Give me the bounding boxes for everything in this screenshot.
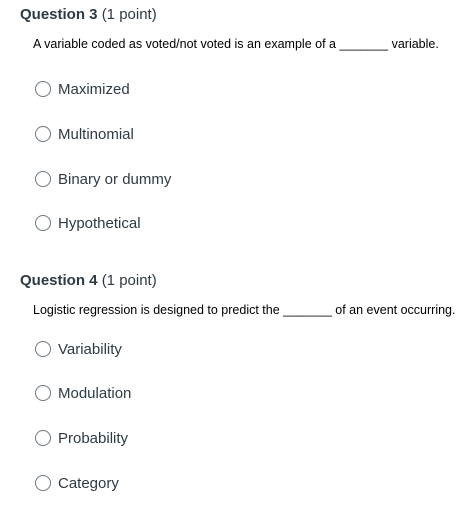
radio-button[interactable] xyxy=(35,341,51,357)
question-points: (1 point) xyxy=(101,6,157,23)
question-number: Question 4 xyxy=(20,272,98,289)
answer-label: Modulation xyxy=(58,384,132,402)
answer-option[interactable] xyxy=(35,211,141,235)
answer-option[interactable] xyxy=(35,337,122,361)
radio-button[interactable] xyxy=(35,430,51,446)
answer-label: Variability xyxy=(58,340,122,358)
answer-label: Multinomial xyxy=(58,125,134,143)
answer-label: Binary or dummy xyxy=(58,170,172,188)
answer-option[interactable] xyxy=(35,381,131,405)
question-points: (1 point) xyxy=(101,272,157,289)
radio-button[interactable] xyxy=(35,81,51,97)
answer-label: Hypothetical xyxy=(58,214,141,232)
answer-label: Probability xyxy=(58,429,129,447)
question-header xyxy=(20,272,157,290)
radio-button[interactable] xyxy=(35,385,51,401)
answer-option[interactable] xyxy=(35,426,128,450)
answer-label: Maximized xyxy=(58,80,130,98)
answer-label: Category xyxy=(58,474,119,492)
radio-button[interactable] xyxy=(35,171,51,187)
answer-option[interactable] xyxy=(35,77,130,101)
answer-option[interactable] xyxy=(35,471,119,495)
radio-button[interactable] xyxy=(35,215,51,231)
answer-option[interactable] xyxy=(35,122,134,146)
question-number: Question 3 xyxy=(20,6,98,23)
question-header xyxy=(20,6,157,24)
radio-button[interactable] xyxy=(35,126,51,142)
question-text: A variable coded as voted/not voted is an example of a _______ variable. xyxy=(33,37,439,51)
question-text: Logistic regression is designed to predict the _______ of an event occurring. xyxy=(33,303,456,317)
answer-option[interactable] xyxy=(35,167,171,191)
radio-button[interactable] xyxy=(35,475,51,491)
